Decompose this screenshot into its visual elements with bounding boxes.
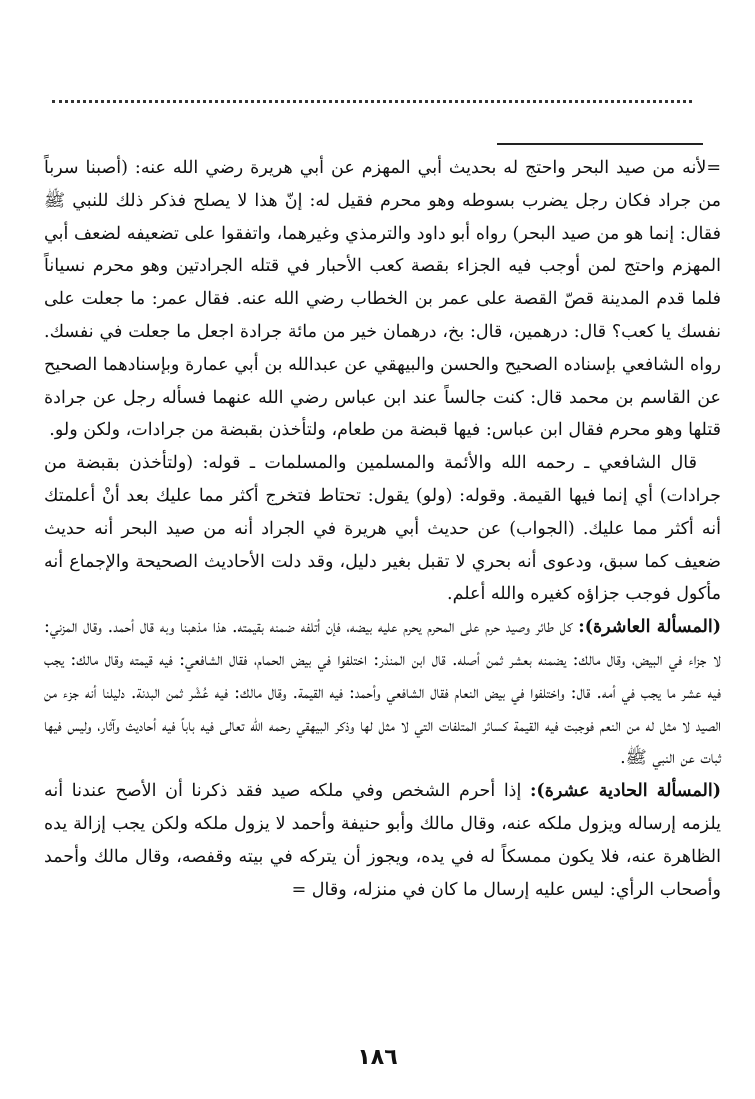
paragraph-2 xyxy=(44,447,721,611)
paragraph-1 xyxy=(44,152,721,447)
paragraph-2-text: قال الشافعي ـ رحمه الله والأئمة والمسلمين والمسلمات ـ قوله: (ولتأخذن بقبضة من جرادات) أي إنما فيها القيمة. وقوله: (ولو) يقول: تحتاط فتخرج أكثر مما عليك بعد أنْ أعلمتك أنه أكثر مما عليك. (الجواب) عن حديث أبي هريرة في الجراد أنه من صيد البحر أنه حديث ضعيف كما سبق، ودعوى أنه بحري لا تقبل بغير دليل، وقد دلت الأحاديث الصحيحة والإجماع أنه مأكول فوجب جزاؤه كغيره والله أعلم. xyxy=(44,453,721,605)
paragraph-4-text: إذا أحرم الشخص وفي ملكه صيد فقد ذكرنا أن الأصح عندنا أنه يلزمه إرساله ويزول ملكه عنه، وقال مالك وأبو حنيفة وأحمد لا يزول ملكه ولكن يجب إزالة يده الظاهرة عنه، فلا يكون ممسكاً له في يده، ويجوز أن يتركه في بيته وقفصه، وقال مالك وأحمد وأصحاب الرأي: ليس عليه إرسال ما كان في منزله، وقال = xyxy=(44,781,721,900)
paragraph-3 xyxy=(44,611,721,775)
issue-ten-heading: (المسألة العاشرة): xyxy=(578,617,721,638)
footnote-rule xyxy=(497,143,703,145)
paragraph-4 xyxy=(44,775,721,906)
paragraph-3-text: كل طائر وصيد حرم على المحرم يحرم عليه بيضه، فإن أتلفه ضمنه بقيمته. هذا مذهبنا وبه قال أحمد. وقال المزني: لا جزاء في البيض، وقال مالك: يضمنه بعشر ثمن أصله. قال ابن المنذر: اختلفوا في بيض الحمام، فقال الشافعي: فيه قيمته وقال مالك: يجب فيه عشر ما يجب في أمه. قال: واختلفوا في بيض النعام فقال الشافعي وأحمد: فيه القيمة. وقال مالك: فيه عُشْر ثمن البدنة. دليلنا أنه جزء من الصيد لا مثل له من النعم فوجبت فيه القيمة كسائر المتلفات التي لا مثل لها وذكر البيهقي رحمه الله تعالى فيه باباً فيه أحاديث وآثار، وليس فيها ثبات عن النبي ﷺ. xyxy=(44,617,721,769)
footnote-text-block xyxy=(44,152,721,906)
page-number: ١٨٦ xyxy=(357,1045,398,1070)
issue-eleven-heading: (المسألة الحادية عشرة): xyxy=(529,781,722,802)
dotted-separator xyxy=(52,88,692,103)
paragraph-1-text: =لأنه من صيد البحر واحتج له بحديث أبي المهزم عن أبي هريرة رضي الله عنه: (أصبنا سرباً من جراد فكان رجل يضرب بسوطه وهو محرم فقيل له: إنّ هذا لا يصلح فذكر ذلك للنبي ﷺ فقال: إنما هو من صيد البحر) رواه أبو داود والترمذي وغيرهما، واتفقوا على تضعيفه لضعف أبي المهزم واحتج لمن أوجب فيه الجزاء بقصة كعب الأحبار في قتله الجرادتين وهو محرم نسياناً فلما قدم المدينة قصّ القصة على عمر بن الخطاب رضي الله عنه. فقال عمر: ما جعلت على نفسك يا كعب؟ قال: درهمين، قال: بخ، درهمان خير من مائة جرادة اجعل ما جعلت في نفسك. رواه الشافعي بإسناده الصحيح والحسن والبيهقي عن عبدالله بن أبي عمارة وبإسنادهما الصحيح عن القاسم بن محمد قال: كنت جالساً عند ابن عباس رضي الله عنهما فسأله رجل عن جرادة قتلها وهو محرم فقال ابن عباس: فيها قبضة من طعام، ولتأخذن بقبضة من جرادات، ولكن ولو. xyxy=(44,158,721,441)
